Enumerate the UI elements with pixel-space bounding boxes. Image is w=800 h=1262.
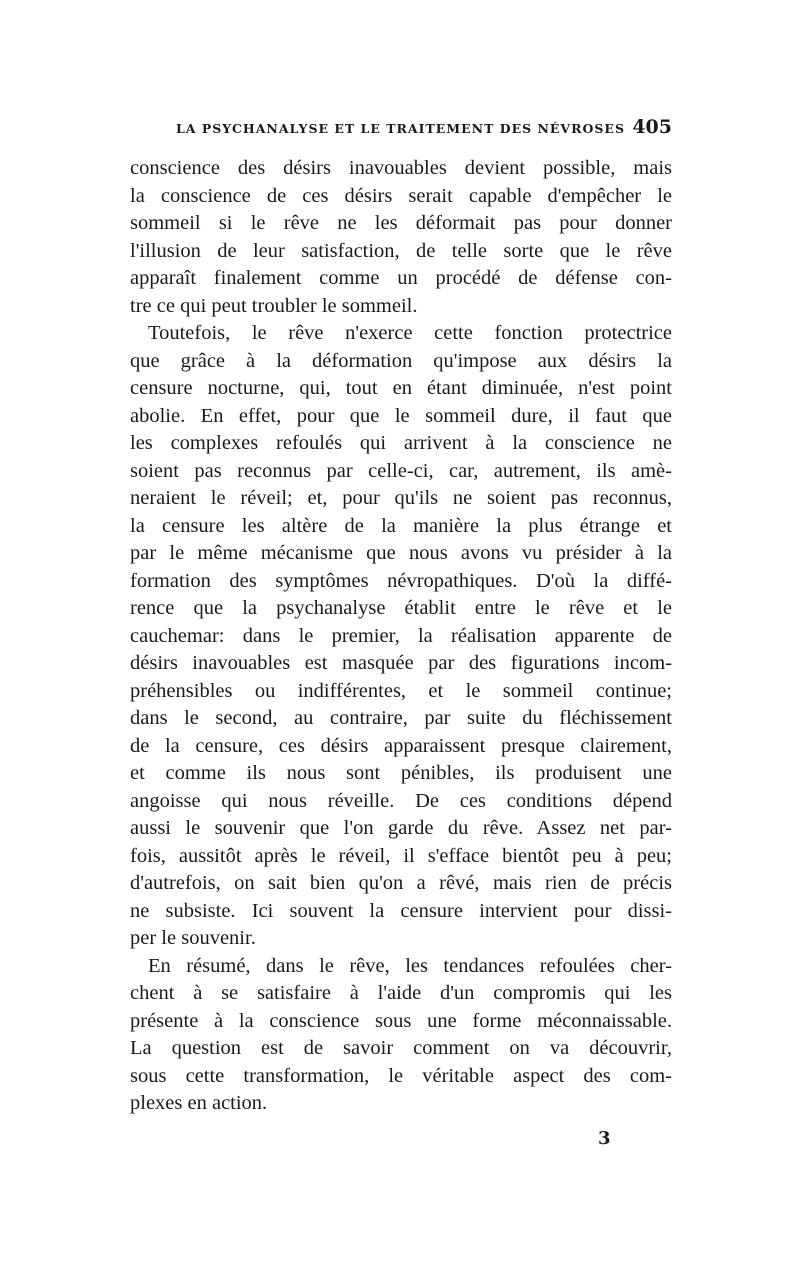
body-text	[130, 155, 672, 1118]
text-line: La question est de savoir comment on va découvrir,	[130, 1037, 672, 1059]
text-line: l'illusion de leur satisfaction, de telle sorte que le rêve	[130, 239, 672, 262]
text-line: sommeil si le rêve ne les déformait pas pour donner	[130, 212, 672, 234]
text-line: dans le second, au contraire, par suite du fléchissement	[130, 707, 672, 729]
text-line: présente à la conscience sous une forme méconnaissable.	[130, 1009, 672, 1032]
text-line: fois, aussitôt après le réveil, il s'efface bientôt peu à peu;	[130, 844, 672, 867]
text-line: conscience des désirs inavouables devient possible, mais	[130, 157, 672, 179]
text-line: formation des symptômes névropathiques. D'où la diffé-	[130, 569, 672, 592]
text-line: neraient le réveil; et, pour qu'ils ne soient pas reconnus,	[130, 487, 672, 509]
text-line: tre ce qui peut troubler le sommeil.	[130, 294, 418, 317]
text-line: abolie. En effet, pour que le sommeil dure, il faut que	[130, 404, 672, 427]
text-line: angoisse qui nous réveille. De ces conditions dépend	[130, 789, 672, 812]
text-line: et comme ils nous sont pénibles, ils produisent une	[130, 762, 672, 784]
text-line: préhensibles ou indifférentes, et le sommeil continue;	[130, 679, 672, 702]
page-number: 405	[632, 116, 672, 138]
text-line: chent à se satisfaire à l'aide d'un compromis qui les	[130, 982, 672, 1004]
text-line: de la censure, ces désirs apparaissent presque clairement,	[130, 734, 672, 757]
text-line: sous cette transformation, le véritable aspect des com-	[130, 1064, 672, 1087]
text-line: aussi le souvenir que l'on garde du rêve. Assez net par-	[130, 817, 672, 839]
text-line: la censure les altère de la manière la plus étrange et	[130, 514, 672, 537]
text-line: En résumé, dans le rêve, les tendances refoulées cher-	[148, 954, 672, 977]
text-line: ne subsiste. Ici souvent la censure intervient pour dissi-	[130, 899, 672, 922]
text-line: d'autrefois, on sait bien qu'on a rêvé, mais rien de précis	[130, 872, 672, 894]
running-head	[176, 116, 672, 136]
text-line: rence que la psychanalyse établit entre le rêve et le	[130, 597, 672, 619]
text-line: cauchemar: dans le premier, la réalisation apparente de	[130, 624, 672, 647]
running-title: LA PSYCHANALYSE ET LE TRAITEMENT DES NÉVROSES	[176, 121, 625, 136]
text-line: que grâce à la déformation qu'impose aux désirs la	[130, 349, 672, 372]
text-line: les complexes refoulés qui arrivent à la conscience ne	[130, 432, 672, 454]
text-line: censure nocturne, qui, tout en étant diminuée, n'est point	[130, 377, 672, 399]
signature-mark: 3	[598, 1128, 611, 1149]
text-line: soient pas reconnus par celle-ci, car, autrement, ils amè-	[130, 459, 672, 482]
text-line: par le même mécanisme que nous avons vu présider à la	[130, 542, 672, 564]
text-line: Toutefois, le rêve n'exerce cette fonction protectrice	[148, 322, 672, 344]
text-line: désirs inavouables est masquée par des figurations incom-	[130, 652, 672, 674]
text-line: per le souvenir.	[130, 927, 256, 949]
text-line: apparaît finalement comme un procédé de défense con-	[130, 267, 672, 289]
text-line: plexes en action.	[130, 1092, 268, 1114]
text-line: la conscience de ces désirs serait capable d'empêcher le	[130, 184, 672, 207]
